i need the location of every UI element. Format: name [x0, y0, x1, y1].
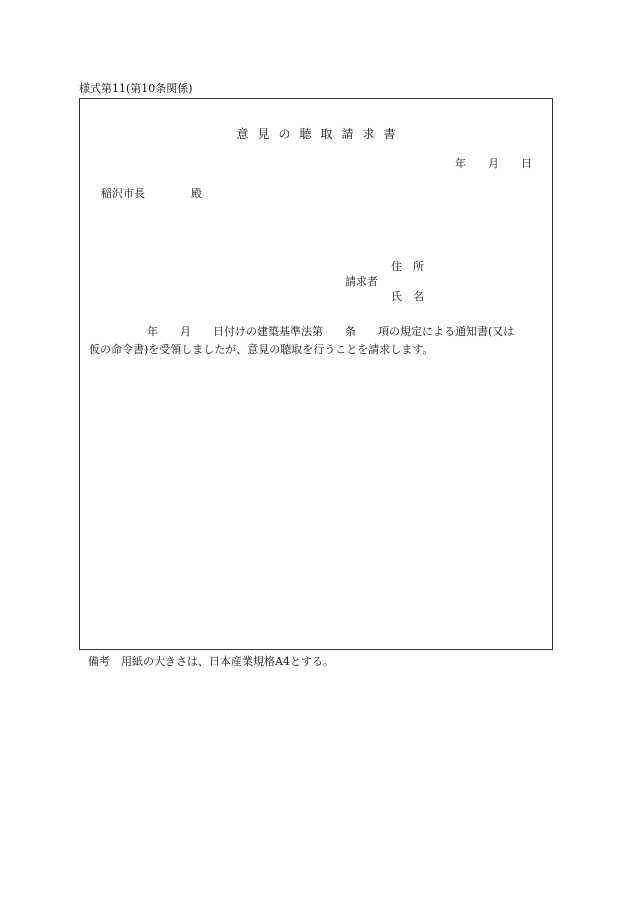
request-body — [89, 323, 544, 359]
document-title: 意見の聴取請求書 — [236, 127, 405, 141]
document-frame — [79, 98, 553, 650]
date-line: 年 月 日 — [455, 157, 532, 170]
addressee — [101, 185, 202, 201]
applicant-role-label: 請求者 — [345, 275, 378, 288]
remark-note: 備考 用紙の大きさは、日本産業規格A4とする。 — [88, 655, 334, 668]
addressee-name: 稲沢市長 — [101, 187, 145, 200]
name-label: 氏 名 — [391, 290, 424, 303]
request-body-line-2: 仮の命令書)を受領しましたが、意見の聴取を行うことを請求します。 — [89, 343, 434, 356]
request-body-line-1: 年 月 日付けの建築基準法第 条 項の規定による通知書(又は — [147, 325, 515, 338]
honorific: 殿 — [191, 187, 202, 200]
applicant-block — [345, 258, 465, 308]
form-number-label: 様式第11(第10条関係) — [79, 82, 193, 95]
address-label: 住 所 — [391, 260, 424, 273]
